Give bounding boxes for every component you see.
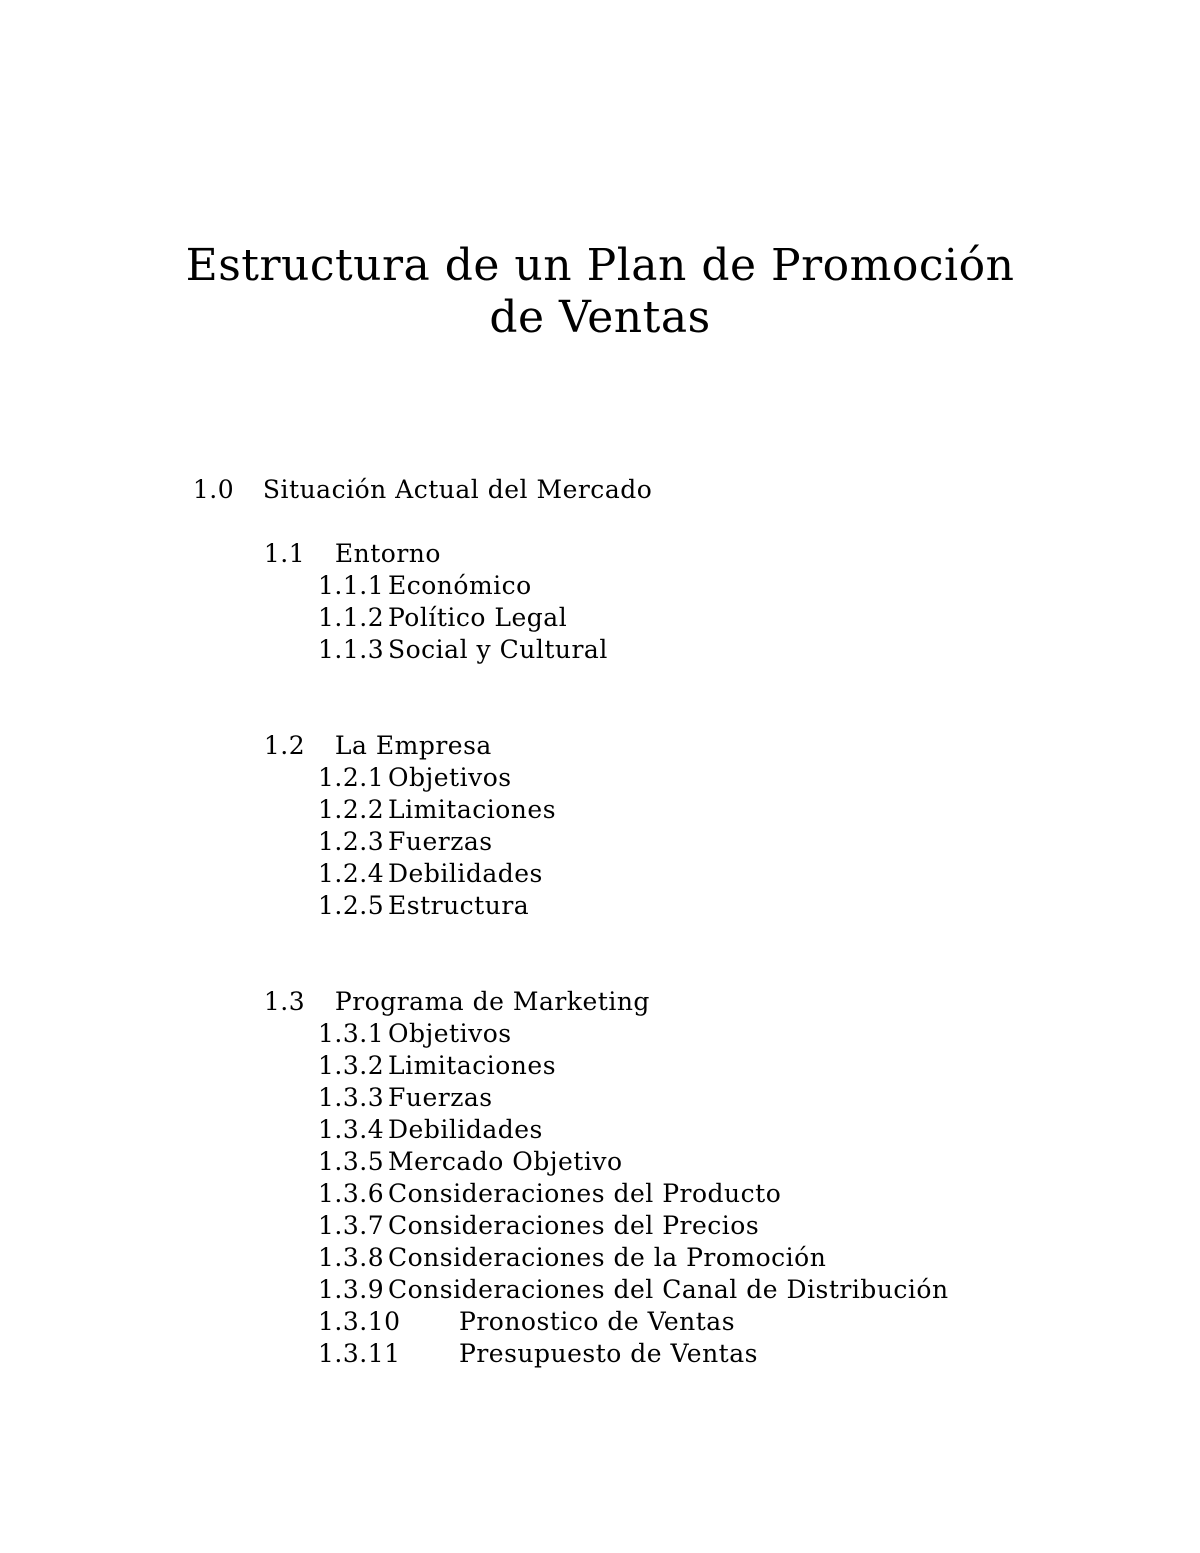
- toc-item: [318, 1274, 949, 1306]
- subsection-number: 1.3: [263, 987, 306, 1016]
- toc-item-label: Objetivos: [388, 763, 512, 792]
- toc-item-number: 1.1.3: [318, 635, 385, 664]
- toc-item-label: Fuerzas: [388, 827, 493, 856]
- toc-item-number: 1.3.3: [318, 1083, 385, 1112]
- toc-item-number: 1.1.1: [318, 571, 385, 600]
- toc-item-label: Debilidades: [388, 1115, 543, 1144]
- toc-item-label: Consideraciones del Precios: [388, 1211, 760, 1240]
- toc-item-number: 1.2.1: [318, 763, 385, 792]
- toc-item: [318, 1146, 623, 1178]
- toc-item-number: 1.3.5: [318, 1147, 385, 1176]
- toc-item-label: Pronostico de Ventas: [459, 1307, 736, 1336]
- toc-item-label: Estructura: [388, 891, 530, 920]
- toc-item-number: 1.2.3: [318, 827, 385, 856]
- toc-item: [318, 1050, 556, 1082]
- toc-item: [318, 762, 512, 794]
- toc-item-number: 1.2.4: [318, 859, 385, 888]
- toc-item-label: Consideraciones de la Promoción: [388, 1243, 827, 1272]
- section-heading: [176, 442, 652, 506]
- subsection-number: 1.2: [263, 731, 306, 760]
- toc-item: [318, 1018, 512, 1050]
- section-number: 1.0: [192, 475, 235, 504]
- toc-item: [318, 1306, 735, 1338]
- toc-item-label: Consideraciones del Canal de Distribución: [388, 1275, 949, 1304]
- toc-item-label: Económico: [388, 571, 532, 600]
- toc-item-label: Mercado Objetivo: [388, 1147, 623, 1176]
- subsection-number: 1.1: [263, 539, 306, 568]
- toc-item: [318, 570, 532, 602]
- toc-item: [318, 890, 529, 922]
- toc-item-label: Limitaciones: [388, 1051, 557, 1080]
- document-title-line-2: de Ventas: [489, 292, 711, 343]
- toc-item-label: Limitaciones: [388, 795, 557, 824]
- toc-item-number: 1.3.10: [318, 1307, 401, 1336]
- subsection-heading: [247, 506, 441, 570]
- toc-item-number: 1.3.11: [318, 1339, 401, 1368]
- toc-item-label: Presupuesto de Ventas: [459, 1339, 758, 1368]
- toc-item: [318, 1210, 759, 1242]
- subsection-heading: [247, 954, 650, 1018]
- toc-item-label: Fuerzas: [388, 1083, 493, 1112]
- toc-item-number: 1.3.8: [318, 1243, 385, 1272]
- toc-item: [318, 634, 608, 666]
- subsection-label: Entorno: [334, 539, 441, 568]
- section-label: Situación Actual del Mercado: [262, 475, 653, 504]
- toc-item-number: 1.1.2: [318, 603, 385, 632]
- toc-item-label: Político Legal: [388, 603, 568, 632]
- toc-item-number: 1.3.1: [318, 1019, 385, 1048]
- toc-item-label: Debilidades: [388, 859, 543, 888]
- toc-item-number: 1.2.2: [318, 795, 385, 824]
- subsection-label: Programa de Marketing: [334, 987, 650, 1016]
- toc-item-number: 1.3.7: [318, 1211, 385, 1240]
- toc-item-number: 1.3.9: [318, 1275, 385, 1304]
- toc-item: [318, 1338, 758, 1370]
- toc-item-label: Consideraciones del Producto: [388, 1179, 782, 1208]
- toc-item: [318, 1242, 826, 1274]
- toc-item: [318, 858, 543, 890]
- toc-item: [318, 794, 556, 826]
- toc-item-label: Social y Cultural: [388, 635, 608, 664]
- toc-item: [318, 1114, 543, 1146]
- document-title-line-1: Estructura de un Plan de Promoción: [185, 240, 1015, 291]
- toc-item-number: 1.3.6: [318, 1179, 385, 1208]
- subsection-heading: [247, 698, 492, 762]
- toc-item-number: 1.3.4: [318, 1115, 385, 1144]
- toc-item: [318, 1082, 493, 1114]
- subsection-label: La Empresa: [334, 731, 492, 760]
- toc-item-number: 1.2.5: [318, 891, 385, 920]
- toc-item: [318, 602, 567, 634]
- toc-item: [318, 1178, 781, 1210]
- toc-item-number: 1.3.2: [318, 1051, 385, 1080]
- toc-item: [318, 826, 493, 858]
- toc-item-label: Objetivos: [388, 1019, 512, 1048]
